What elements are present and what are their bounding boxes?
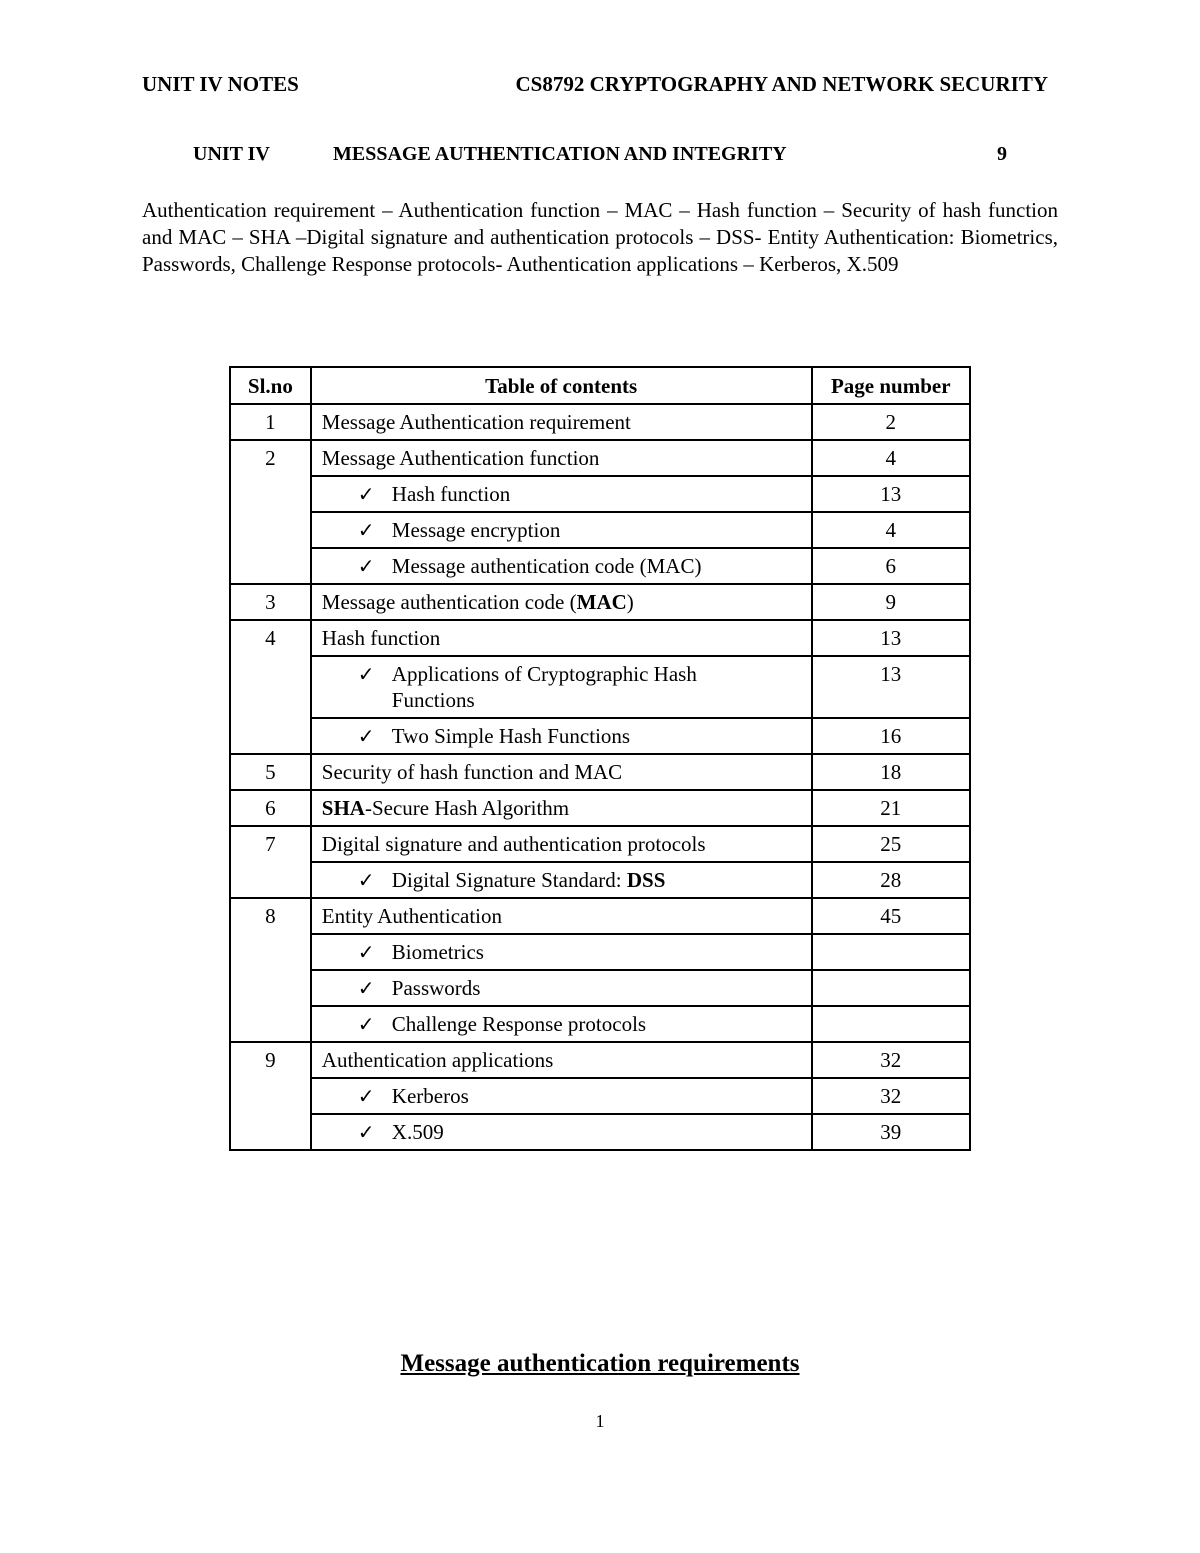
row-subtopic: Hash function [391, 482, 511, 506]
checkmark-icon: ✓ [357, 724, 375, 748]
row-slno: 7 [230, 826, 311, 898]
row-topic: Digital signature and authentication protocols [311, 826, 812, 862]
table-row [230, 898, 970, 934]
row-slno: 3 [230, 584, 311, 620]
checkmark-icon: ✓ [357, 868, 375, 892]
row-subtopic: Two Simple Hash Functions [391, 724, 631, 748]
row-topic: Security of hash function and MAC [311, 754, 812, 790]
checkmark-icon: ✓ [357, 482, 375, 506]
row-slno: 5 [230, 754, 311, 790]
topic-text: Message authentication code ( [321, 590, 577, 614]
row-page [812, 934, 971, 970]
checkmark-icon: ✓ [357, 662, 375, 686]
row-slno: 9 [230, 1042, 311, 1150]
row-subtopic [392, 867, 803, 893]
table-row [230, 862, 970, 898]
page-number: 1 [595, 1411, 605, 1431]
table-row [230, 1078, 970, 1114]
header-slno: Sl.no [230, 367, 311, 404]
table-row [230, 656, 970, 718]
unit-hours: 9 [997, 143, 1007, 165]
header-course-title: CS8792 CRYPTOGRAPHY AND NETWORK SECURITY [515, 72, 1048, 96]
row-page: 13 [812, 656, 971, 718]
unit-heading [193, 143, 1013, 173]
row-topic [311, 584, 812, 620]
topic-bold-text: DSS [626, 868, 666, 892]
row-slno: 8 [230, 898, 311, 1042]
row-page: 25 [812, 826, 971, 862]
table-row [230, 620, 970, 656]
checkmark-icon: ✓ [357, 1012, 375, 1036]
table-row [230, 934, 970, 970]
row-page: 6 [812, 548, 971, 584]
row-slno: 4 [230, 620, 311, 754]
table-row [230, 1042, 970, 1078]
table-row [230, 548, 970, 584]
row-page: 18 [812, 754, 971, 790]
row-page [812, 1006, 971, 1042]
table-row [230, 826, 970, 862]
table-row [230, 512, 970, 548]
row-topic: Entity Authentication [311, 898, 812, 934]
row-page [812, 970, 971, 1006]
row-page: 28 [812, 862, 971, 898]
topic-text: -Secure Hash Algorithm [364, 796, 570, 820]
table-row [230, 718, 970, 754]
syllabus-paragraph: Authentication requirement – Authentication function – MAC – Hash function – Security of hash function and MAC – SHA –Digital signature and authentication protocols – DSS- Entity Authentication: Biometrics, Passwords, Challenge Response protocols- Authentication applications – Kerberos, X.509 [142, 198, 1058, 276]
row-topic: Message Authentication requirement [311, 404, 812, 440]
table-row [230, 1114, 970, 1150]
unit-title: MESSAGE AUTHENTICATION AND INTEGRITY [333, 143, 787, 165]
header-page-number: Page number [812, 367, 971, 404]
checkmark-icon: ✓ [357, 1120, 375, 1144]
row-subtopic: Message authentication code (MAC) [391, 554, 702, 578]
checkmark-icon: ✓ [357, 940, 375, 964]
table-row [230, 440, 970, 476]
section-heading: Message authentication requirements [400, 1350, 800, 1377]
row-page: 13 [812, 620, 971, 656]
unit-label: UNIT IV [193, 143, 270, 165]
row-subtopic: Challenge Response protocols [391, 1012, 647, 1036]
row-topic: Message Authentication function [311, 440, 812, 476]
row-subtopic: Applications of Cryptographic Hash Functions [391, 662, 697, 712]
checkmark-icon: ✓ [357, 518, 375, 542]
checkmark-icon: ✓ [357, 554, 375, 578]
row-page: 16 [812, 718, 971, 754]
row-topic [311, 790, 812, 826]
checkmark-icon: ✓ [357, 1084, 375, 1108]
row-page: 45 [812, 898, 971, 934]
topic-text: ) [626, 590, 634, 614]
row-page: 2 [812, 404, 971, 440]
page-header [142, 72, 1048, 102]
table-row [230, 1006, 970, 1042]
topic-bold-text: MAC [576, 590, 627, 614]
table-row [230, 476, 970, 512]
table-header-row [230, 367, 970, 404]
header-unit-notes: UNIT IV NOTES [142, 72, 299, 96]
row-page: 32 [812, 1078, 971, 1114]
table-row [230, 404, 970, 440]
row-page: 21 [812, 790, 971, 826]
row-slno: 6 [230, 790, 311, 826]
header-contents: Table of contents [311, 367, 812, 404]
row-page: 4 [812, 512, 971, 548]
row-page: 9 [812, 584, 971, 620]
table-row [230, 754, 970, 790]
table-of-contents [229, 366, 971, 1151]
row-subtopic: X.509 [391, 1120, 444, 1144]
row-page: 32 [812, 1042, 971, 1078]
table-row [230, 584, 970, 620]
row-page: 4 [812, 440, 971, 476]
topic-text: Digital Signature Standard: [391, 868, 627, 892]
row-topic: Hash function [311, 620, 812, 656]
row-slno: 2 [230, 440, 311, 584]
row-topic: Authentication applications [311, 1042, 812, 1078]
row-subtopic: Biometrics [391, 940, 484, 964]
checkmark-icon: ✓ [357, 976, 375, 1000]
row-subtopic: Kerberos [391, 1084, 469, 1108]
row-slno: 1 [230, 404, 311, 440]
row-subtopic: Message encryption [391, 518, 561, 542]
row-page: 13 [812, 476, 971, 512]
topic-bold-text: SHA [321, 796, 365, 820]
row-subtopic: Passwords [391, 976, 481, 1000]
table-row [230, 970, 970, 1006]
table-row [230, 790, 970, 826]
row-page: 39 [812, 1114, 971, 1150]
